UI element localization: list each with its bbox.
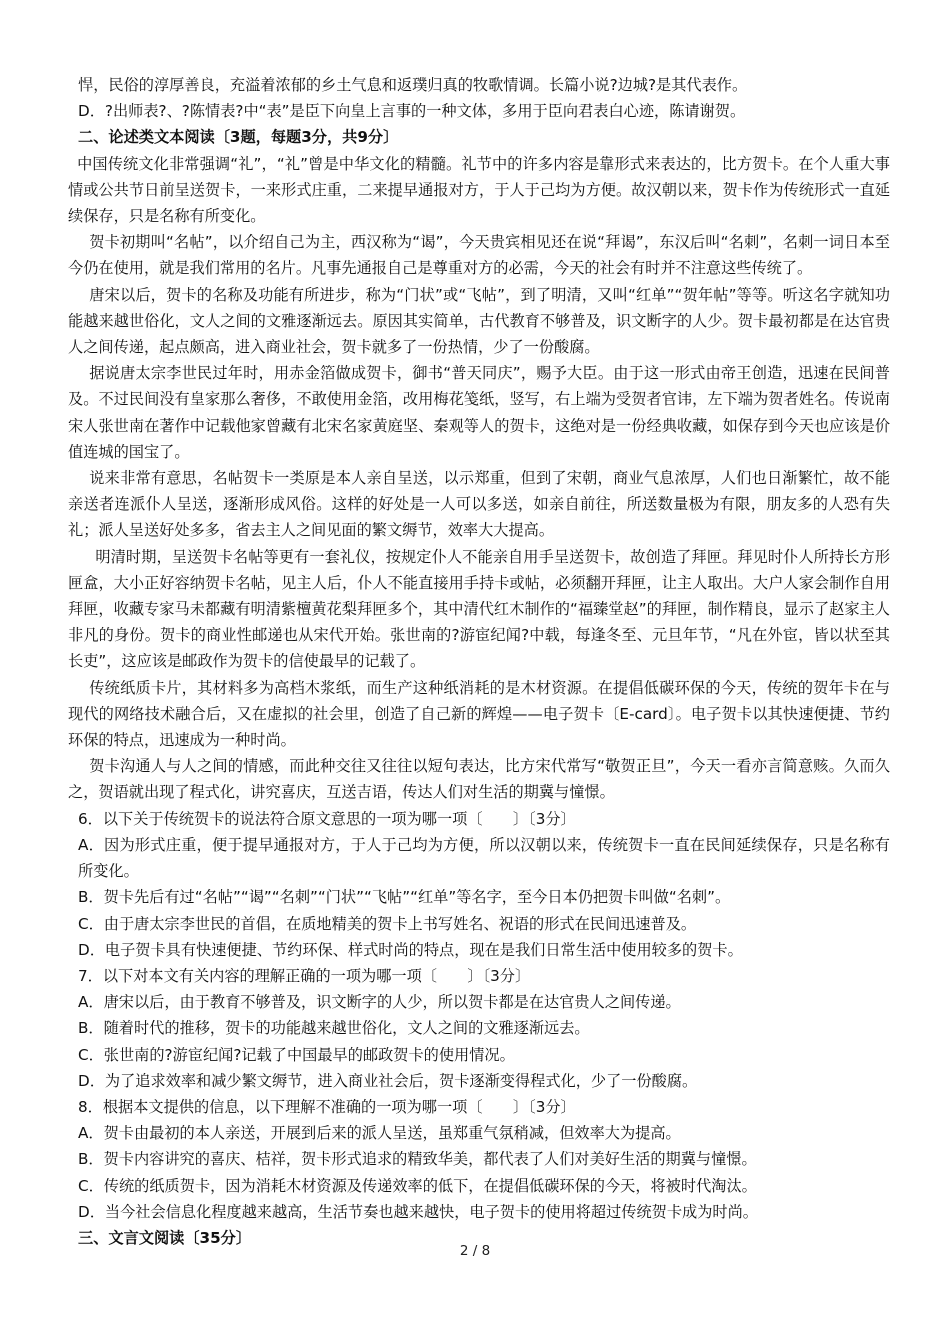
section-heading: 三、文言文阅读〔35分〕 <box>78 1228 252 1247</box>
paragraph: 据说唐太宗李世民过年时，用赤金箔做成贺卡，御书“普天同庆”，赐予大臣。由于这一形式由帝王创造，迅速在民间普及。不过民间没有皇家那么奢侈，不敢使用金箔，改用梅花笺纸，竖写，右上端为受贺者官讳，左下端为贺者姓名。传说南宋人张世南在著作中记载他家曾藏有北宋名家黄庭坚、秦观等人的贺卡，这绝对是一份经典收藏，如保存到今天也应该是价值连城的国宝了。 <box>68 364 890 461</box>
answer-option: B．贺卡先后有过“名帖”“谒”“名刺”“门状”“飞帖”“红单”等名字，至今日本仍把贺卡叫做“名刺”。 <box>78 888 731 907</box>
answer-option: D．?出师表?、?陈情表?中“表”是臣下向皇上言事的一种文体，多用于臣向君表白心迹，陈请谢贺。 <box>78 102 746 121</box>
text-line: 悍，民俗的淳厚善良，充溢着浓郁的乡土气息和返璞归真的牧歌情调。长篇小说?边城?是其代表作。 <box>78 76 748 94</box>
answer-option: B．贺卡内容讲究的喜庆、桔祥，贺卡形式追求的精致华美，都代表了人们对美好生活的期冀与憧憬。 <box>78 1150 757 1169</box>
answer-option: A．贺卡由最初的本人亲送，开展到后来的派人呈送，虽郑重气氛稍减，但效率大为提高。 <box>78 1124 681 1143</box>
paragraph: 唐宋以后，贺卡的名称及功能有所进步，称为“门状”或“飞帖”，到了明清，又叫“红单”“贺年帖”等等。听这名字就知功能越来越世俗化，文人之间的文雅逐渐远去。原因其实简单，古代教育不够普及，识文断字的人少。贺卡最初都是在达官贵人之间传递，起点颇高，进入商业社会，贺卡就多了一份热情，少了一份酸腐。 <box>68 285 890 357</box>
paragraph: 说来非常有意思，名帖贺卡一类原是本人亲自呈送，以示郑重，但到了宋朝，商业气息浓厚，人们也日渐繁忙，故不能亲送者连派仆人呈送，逐渐形成风俗。这样的好处是一人可以多送，如亲自前往，所送数量极为有限，朋友多的人恐有失礼；派人呈送好处多多，省去主人之间见面的繁文缛节，效率大大提高。 <box>68 469 890 540</box>
page-number: 2 / 8 <box>459 1243 491 1259</box>
question-stem: 7．以下对本文有关内容的理解正确的一项为哪一项〔 〕〔3分〕 <box>78 966 531 985</box>
paragraph: 中国传统文化非常强调“礼”，“礼”曾是中华文化的精髓。礼节中的许多内容是靠形式来表达的，比方贺卡。在个人重大事情或公共节日前呈送贺卡，一来形式庄重，二来提早通报对方，于人于己均为方便。故汉朝以来，贺卡作为传统形式一直延续保存，只是名称有所变化。 <box>68 154 890 226</box>
answer-option: C．张世南的?游宦纪闻?记载了中国最早的邮政贺卡的使用情况。 <box>78 1045 515 1064</box>
document-body <box>68 72 890 1251</box>
answer-option: A．因为形式庄重，便于提早通报对方，于人于己均为方便，所以汉朝以来，传统贺卡一直在民间延续保存，只是名称有所变化。 <box>78 835 890 881</box>
paragraph: 明清时期，呈送贺卡名帖等更有一套礼仪，按规定仆人不能亲自用手呈送贺卡，故创造了拜匣。拜见时仆人所持长方形匣盒，大小正好容纳贺卡名帖，见主人后，仆人不能直接用手持卡或帖，必须翻开拜匣，让主人取出。大户人家会制作自用拜匣，收藏专家马未都藏有明清紫檀黄花梨拜匣多个，其中清代红木制作的“福臻堂赵”的拜匣，制作精良，显示了赵家主人非凡的身份。贺卡的商业性邮递也从宋代开始。张世南的?游宦纪闻?中载，每逢冬至、元旦年节，“凡在外宦，皆以状至其长吏”，这应该是邮政作为贺卡的信使最早的记载了。 <box>68 547 890 671</box>
answer-option: C．传统的纸质贺卡，因为消耗木材资源及传递效率的低下，在提倡低碳环保的今天，将被时代淘汰。 <box>78 1176 757 1195</box>
question-stem: 8．根据本文提供的信息，以下理解不准确的一项为哪一项〔 〕〔3分〕 <box>78 1097 576 1116</box>
section-heading: 二、论述类文本阅读〔3题，每题3分，共9分〕 <box>78 128 399 147</box>
answer-option: C．由于唐太宗李世民的首倡，在质地精美的贺卡上书写姓名、祝语的形式在民间迅速普及。 <box>78 914 697 933</box>
answer-option: D．为了追求效率和减少繁文缛节，进入商业社会后，贺卡逐渐变得程式化，少了一份酸腐。 <box>78 1071 698 1090</box>
answer-option: D．当今社会信息化程度越来越高，生活节奏也越来越快，电子贺卡的使用将超过传统贺卡成为时尚。 <box>78 1202 758 1221</box>
answer-option: A．唐宋以后，由于教育不够普及，识文断字的人少，所以贺卡都是在达官贵人之间传递。 <box>78 993 681 1012</box>
paragraph: 贺卡沟通人与人之间的情感，而此种交往又往往以短句表达，比方宋代常写“敬贺正旦”，今天一看亦言简意赅。久而久之，贺语就出现了程式化，讲究喜庆，互送吉语，传达人们对生活的期冀与憧憬。 <box>68 757 890 802</box>
question-stem: 6．以下关于传统贺卡的说法符合原文意思的一项为哪一项〔 〕〔3分〕 <box>78 809 576 828</box>
answer-option: D．电子贺卡具有快速便捷、节约环保、样式时尚的特点，现在是我们日常生活中使用较多的贺卡。 <box>78 940 743 959</box>
paragraph: 传统纸质卡片，其材料多为高档木浆纸，而生产这种纸消耗的是木材资源。在提倡低碳环保的今天，传统的贺年卡在与现代的网络技术融合后，又在虚拟的社会里，创造了自己新的辉煌——电子贺卡〔E-card〕。电子贺卡以其快速便捷、节约环保的特点，迅速成为一种时尚。 <box>68 678 890 750</box>
paragraph: 贺卡初期叫“名帖”，以介绍自己为主，西汉称为“谒”，今天贵宾相见还在说“拜谒”，东汉后叫“名刺”，名刺一词日本至今仍在使用，就是我们常用的名片。凡事先通报自己是尊重对方的必需，今天的社会有时并不注意这些传统了。 <box>68 233 890 278</box>
answer-option: B．随着时代的推移，贺卡的功能越来越世俗化，文人之间的文雅逐渐远去。 <box>78 1019 590 1038</box>
